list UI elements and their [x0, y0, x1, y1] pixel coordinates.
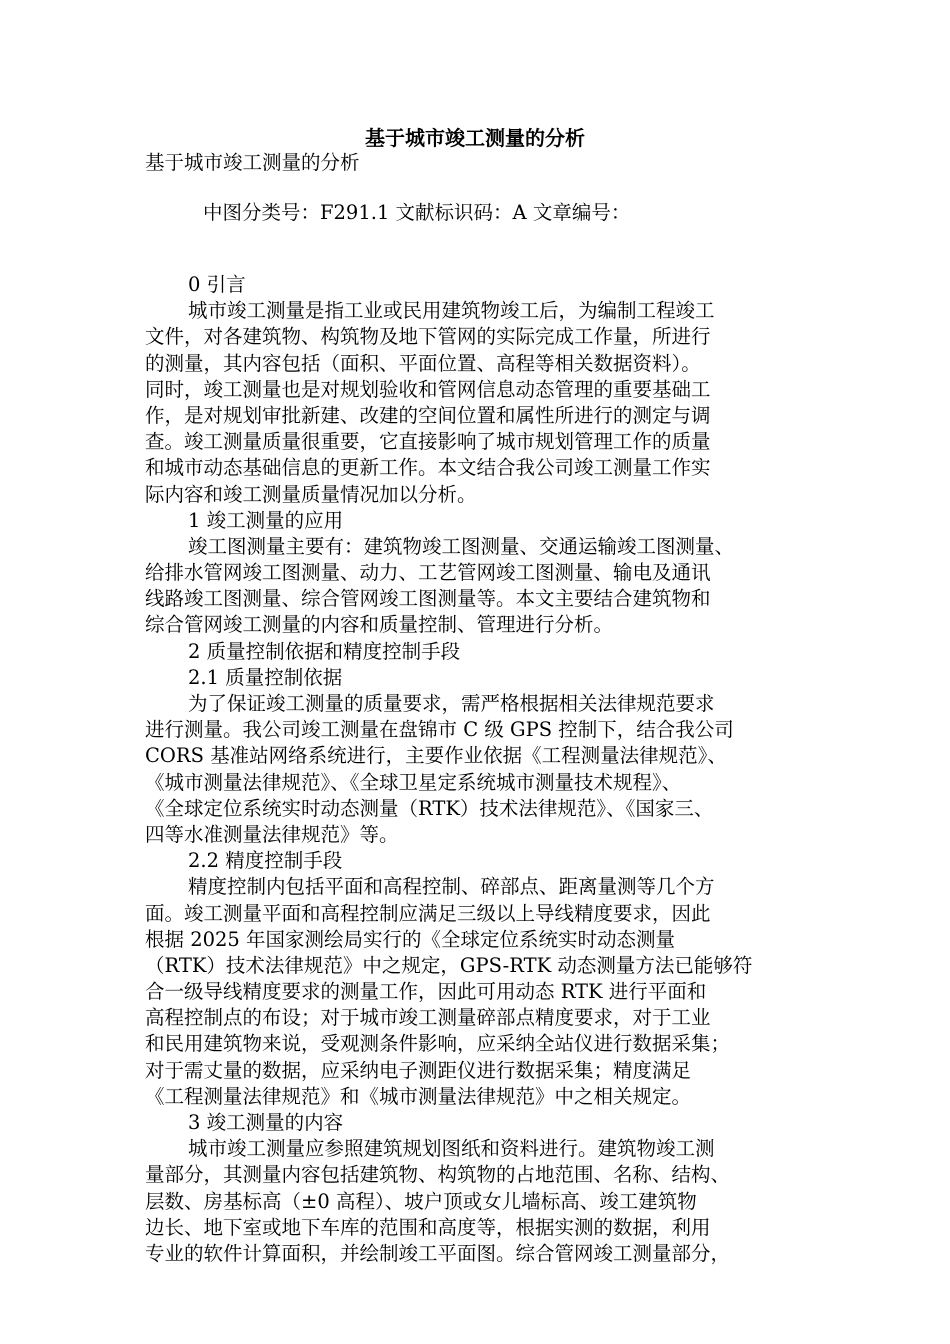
- body-line: 际内容和竣工测量质量情况加以分析。: [145, 482, 477, 506]
- body-line: 为了保证竣工测量的质量要求，需严格根据相关法律规范要求: [188, 692, 715, 715]
- body-line: 2.2 精度控制手段: [188, 849, 343, 873]
- document-title: 基于城市竣工测量的分析: [365, 126, 585, 150]
- body-line: 和城市动态基础信息的更新工作。本文结合我公司竣工测量工作实: [145, 456, 711, 480]
- body-line: 进行测量。我公司竣工测量在盘锦市 C 级 GPS 控制下，结合我公司: [145, 718, 734, 742]
- body-line: 综合管网竣工测量的内容和质量控制、管理进行分析。: [145, 613, 614, 637]
- body-text: [145, 272, 815, 1267]
- body-line: 合一级导线精度要求的测量工作，因此可用动态 RTK 进行平面和: [145, 980, 707, 1004]
- classification-line: 中图分类号：F291.1 文献标识码：A 文章编号：: [203, 201, 631, 224]
- body-line: 层数、房基标高（±0 高程）、坡户顶或女儿墙标高、竣工建筑物: [145, 1189, 697, 1213]
- body-line: 2.1 质量控制依据: [188, 665, 343, 689]
- body-line: 文件，对各建筑物、构筑物及地下管网的实际完成工作量，所进行: [145, 325, 711, 349]
- body-line: 同时，竣工测量也是对规划验收和管网信息动态管理的重要基础工: [145, 377, 711, 401]
- body-line: 作，是对规划审批新建、改建的空间位置和属性所进行的测定与调: [145, 403, 711, 427]
- body-line: 面。竣工测量平面和高程控制应满足三级以上导线精度要求，因此: [145, 901, 711, 925]
- body-line: 边长、地下室或地下车库的范围和高度等，根据实测的数据，利用: [145, 1215, 711, 1239]
- body-line: CORS 基准站网络系统进行，主要作业依据《工程测量法律规范》、: [145, 744, 727, 768]
- body-line: 高程控制点的布设；对于城市竣工测量碎部点精度要求，对于工业: [145, 1006, 711, 1030]
- body-line: （RTK）技术法律规范》中之规定，GPS-RTK 动态测量方法已能够符: [145, 953, 753, 977]
- body-line: 3 竣工测量的内容: [188, 1111, 344, 1134]
- body-line: 《城市测量法律规范》、《全球卫星定系统城市测量技术规程》、: [145, 770, 682, 794]
- body-line: 城市竣工测量是指工业或民用建筑物竣工后，为编制工程竣工: [188, 299, 715, 323]
- body-line: 根据 2025 年国家测绘局实行的《全球定位系统实时动态测量: [145, 927, 676, 951]
- body-line: 给排水管网竣工图测量、动力、工艺管网竣工图测量、输电及通讯: [145, 561, 711, 585]
- body-line: 查。竣工测量质量很重要，它直接影响了城市规划管理工作的质量: [145, 430, 711, 454]
- body-line: 四等水准测量法律规范》等。: [145, 822, 399, 846]
- body-line: 和民用建筑物来说，受观测条件影响，应采纳全站仪进行数据采集；: [145, 1032, 731, 1056]
- body-line: 0 引言: [188, 273, 246, 296]
- body-line: 城市竣工测量应参照建筑规划图纸和资料进行。建筑物竣工测: [188, 1137, 715, 1161]
- body-line: 线路竣工图测量、综合管网竣工图测量等。本文主要结合建筑物和: [145, 587, 711, 611]
- body-line: 的测量，其内容包括（面积、平面位置、高程等相关数据资料）。: [145, 351, 701, 375]
- body-line: 《工程测量法律规范》和《城市测量法律规范》中之相关规定。: [145, 1084, 692, 1108]
- body-line: 专业的软件计算面积，并绘制竣工平面图。综合管网竣工测量部分，: [145, 1241, 731, 1265]
- body-line: 1 竣工测量的应用: [188, 508, 344, 532]
- body-line: 量部分，其测量内容包括建筑物、构筑物的占地范围、名称、结构、: [145, 1163, 731, 1187]
- body-line: 2 质量控制依据和精度控制手段: [188, 639, 461, 663]
- body-line: 《全球定位系统实时动态测量（RTK）技术法律规范》、《国家三、: [145, 796, 714, 820]
- body-line: 对于需丈量的数据，应采纳电子测距仪进行数据采集；精度满足: [145, 1058, 692, 1082]
- document-subtitle: 基于城市竣工测量的分析: [145, 151, 360, 174]
- body-line: 竣工图测量主要有：建筑物竣工图测量、交通运输竣工图测量、: [188, 534, 735, 558]
- body-line: 精度控制内包括平面和高程控制、碎部点、距离量测等几个方: [188, 875, 715, 899]
